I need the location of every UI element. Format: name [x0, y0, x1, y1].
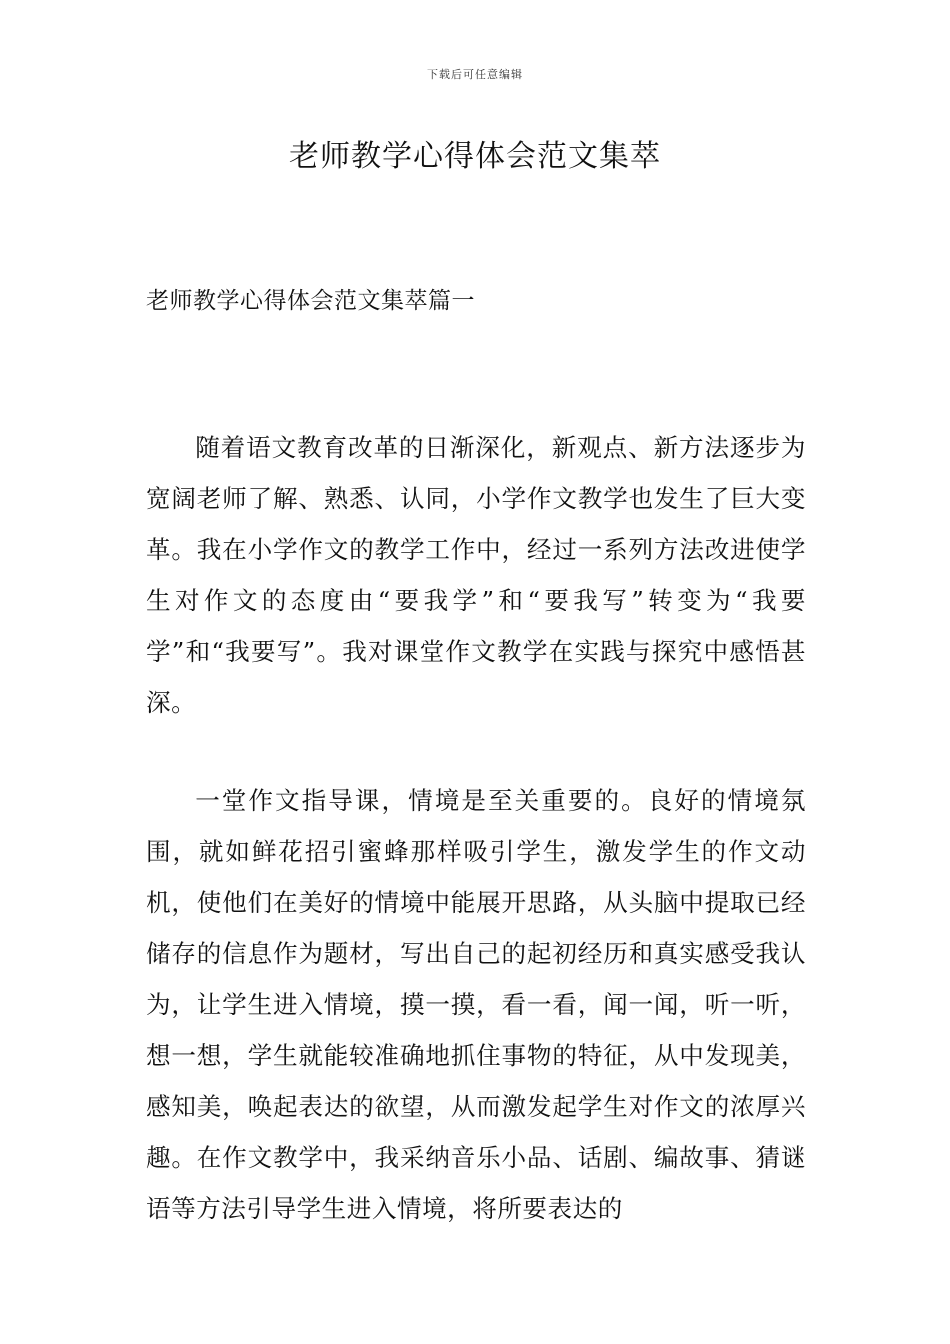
body-paragraph: 随着语文教育改革的日渐深化，新观点、新方法逐步为宽阔老师了解、熟悉、认同，小学作文教学也发生了巨大变革。我在小学作文的教学工作中，经过一系列方法改进使学生对作文的态度由“要我学”和“要我写”转变为“我要学”和“我要写”。我对课堂作文教学在实践与探究中感悟甚深。: [146, 433, 806, 717]
header-note: 下载后可任意编辑: [427, 68, 523, 81]
section-heading: 老师教学心得体会范文集萃篇一: [146, 288, 475, 314]
body-paragraph: 一堂作文指导课，情境是至关重要的。良好的情境氛围，就如鲜花招引蜜蜂那样吸引学生，激发学生的作文动机，使他们在美好的情境中能展开思路，从头脑中提取已经储存的信息作为题材，写出自己的起初经历和真实感受我认为，让学生进入情境，摸一摸，看一看，闻一闻，听一听，想一想，学生就能较准确地抓住事物的特征，从中发现美，感知美，唤起表达的欲望，从而激发起学生对作文的浓厚兴趣。在作文教学中，我采纳音乐小品、话剧、编故事、猜谜语等方法引导学生进入情境，将所要表达的: [146, 786, 806, 1223]
document-title: 老师教学心得体会范文集萃: [289, 139, 661, 174]
